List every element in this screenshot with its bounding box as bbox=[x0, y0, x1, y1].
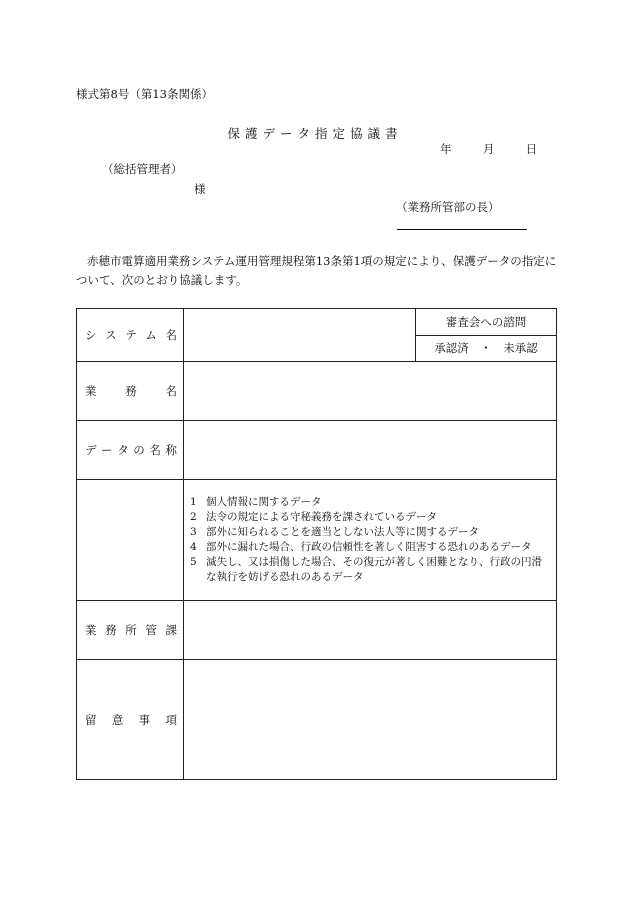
label-char: ー bbox=[101, 443, 113, 457]
business-name-value[interactable] bbox=[184, 362, 557, 421]
label-char: 管 bbox=[145, 623, 157, 637]
row-notes bbox=[77, 660, 557, 780]
data-name-value[interactable] bbox=[184, 421, 557, 480]
designation-table bbox=[76, 308, 557, 780]
council-header: 審査会への諮問 bbox=[416, 309, 556, 336]
honorific: 様 bbox=[194, 182, 206, 196]
category-item[interactable] bbox=[190, 495, 550, 510]
notes-value[interactable] bbox=[184, 660, 557, 780]
label-char: シ bbox=[85, 328, 97, 342]
label-char: 名 bbox=[149, 443, 161, 457]
category-label-cell bbox=[77, 480, 184, 601]
label-char: デ bbox=[85, 443, 97, 457]
body-text: 赤穂市電算適用業務システム運用管理規程第13条第1項の規定により、保護データの指定について、次のとおり協議します。 bbox=[76, 254, 557, 287]
label-char: 称 bbox=[165, 443, 177, 457]
category-item[interactable] bbox=[190, 555, 550, 585]
category-number: 2 bbox=[190, 511, 197, 523]
label-char: の bbox=[133, 443, 145, 457]
row-data-name bbox=[77, 421, 557, 480]
date-line bbox=[440, 141, 537, 157]
addressee-role: （総括管理者） bbox=[102, 162, 183, 176]
date-month: 月 bbox=[482, 142, 495, 156]
label-char: 事 bbox=[138, 712, 151, 727]
sender-role: （業務所管部の長） bbox=[396, 200, 500, 214]
category-list-cell bbox=[184, 480, 557, 601]
category-number: 3 bbox=[190, 526, 197, 538]
row-business-name bbox=[77, 362, 557, 421]
row-department bbox=[77, 601, 557, 660]
category-text: 部外に知られることを適当としない法人等に関するデータ bbox=[206, 526, 479, 538]
category-item[interactable] bbox=[190, 525, 550, 540]
label-char: ス bbox=[105, 328, 117, 342]
category-item[interactable] bbox=[190, 510, 550, 525]
category-text: 個人情報に関するデータ bbox=[206, 496, 322, 508]
system-name-value[interactable] bbox=[184, 309, 415, 361]
system-name-label bbox=[77, 309, 184, 362]
data-name-label bbox=[77, 421, 184, 480]
business-name-label bbox=[77, 362, 184, 421]
label-char: 務 bbox=[105, 623, 117, 637]
label-char: テ bbox=[125, 328, 137, 342]
label-char: 所 bbox=[125, 623, 137, 637]
label-char: 項 bbox=[165, 712, 177, 727]
label-char: 名 bbox=[165, 328, 177, 342]
category-text: 法令の規定による守秘義務を課されているデータ bbox=[206, 511, 437, 523]
label-char: 務 bbox=[125, 384, 137, 398]
label-char: 留 bbox=[85, 712, 97, 727]
label-char: 業 bbox=[85, 623, 97, 637]
department-value[interactable] bbox=[184, 601, 557, 660]
notes-label bbox=[77, 660, 184, 780]
label-char: タ bbox=[117, 443, 129, 457]
category-list bbox=[184, 489, 556, 591]
label-char: 名 bbox=[165, 384, 177, 398]
department-label bbox=[77, 601, 184, 660]
label-char: 課 bbox=[165, 623, 177, 637]
label-char: 業 bbox=[85, 384, 97, 398]
category-item[interactable] bbox=[190, 540, 550, 555]
category-text: 部外に漏れた場合、行政の信頼性を著しく阻害する恐れのあるデータ bbox=[206, 541, 532, 553]
date-year: 年 bbox=[440, 142, 452, 156]
category-number: 4 bbox=[190, 541, 197, 553]
category-number: 5 bbox=[190, 556, 197, 568]
row-system-name bbox=[77, 309, 557, 362]
system-name-cell[interactable] bbox=[184, 309, 557, 362]
council-box bbox=[415, 309, 556, 361]
date-day: 日 bbox=[525, 142, 538, 156]
signature-line bbox=[397, 229, 527, 230]
label-char: 意 bbox=[111, 712, 124, 727]
category-text: 滅失し、又は損傷した場合、その復元が著しく困難となり、行政の円滑な執行を妨げる恐れのあるデータ bbox=[206, 556, 542, 583]
label-char: ム bbox=[145, 328, 157, 342]
row-categories bbox=[77, 480, 557, 601]
document-title: 保護データ指定協議書 bbox=[227, 126, 403, 141]
council-options[interactable]: 承認済 ・ 未承認 bbox=[434, 341, 538, 356]
category-number: 1 bbox=[190, 496, 197, 508]
form-number: 様式第8号（第13条関係） bbox=[76, 87, 213, 101]
